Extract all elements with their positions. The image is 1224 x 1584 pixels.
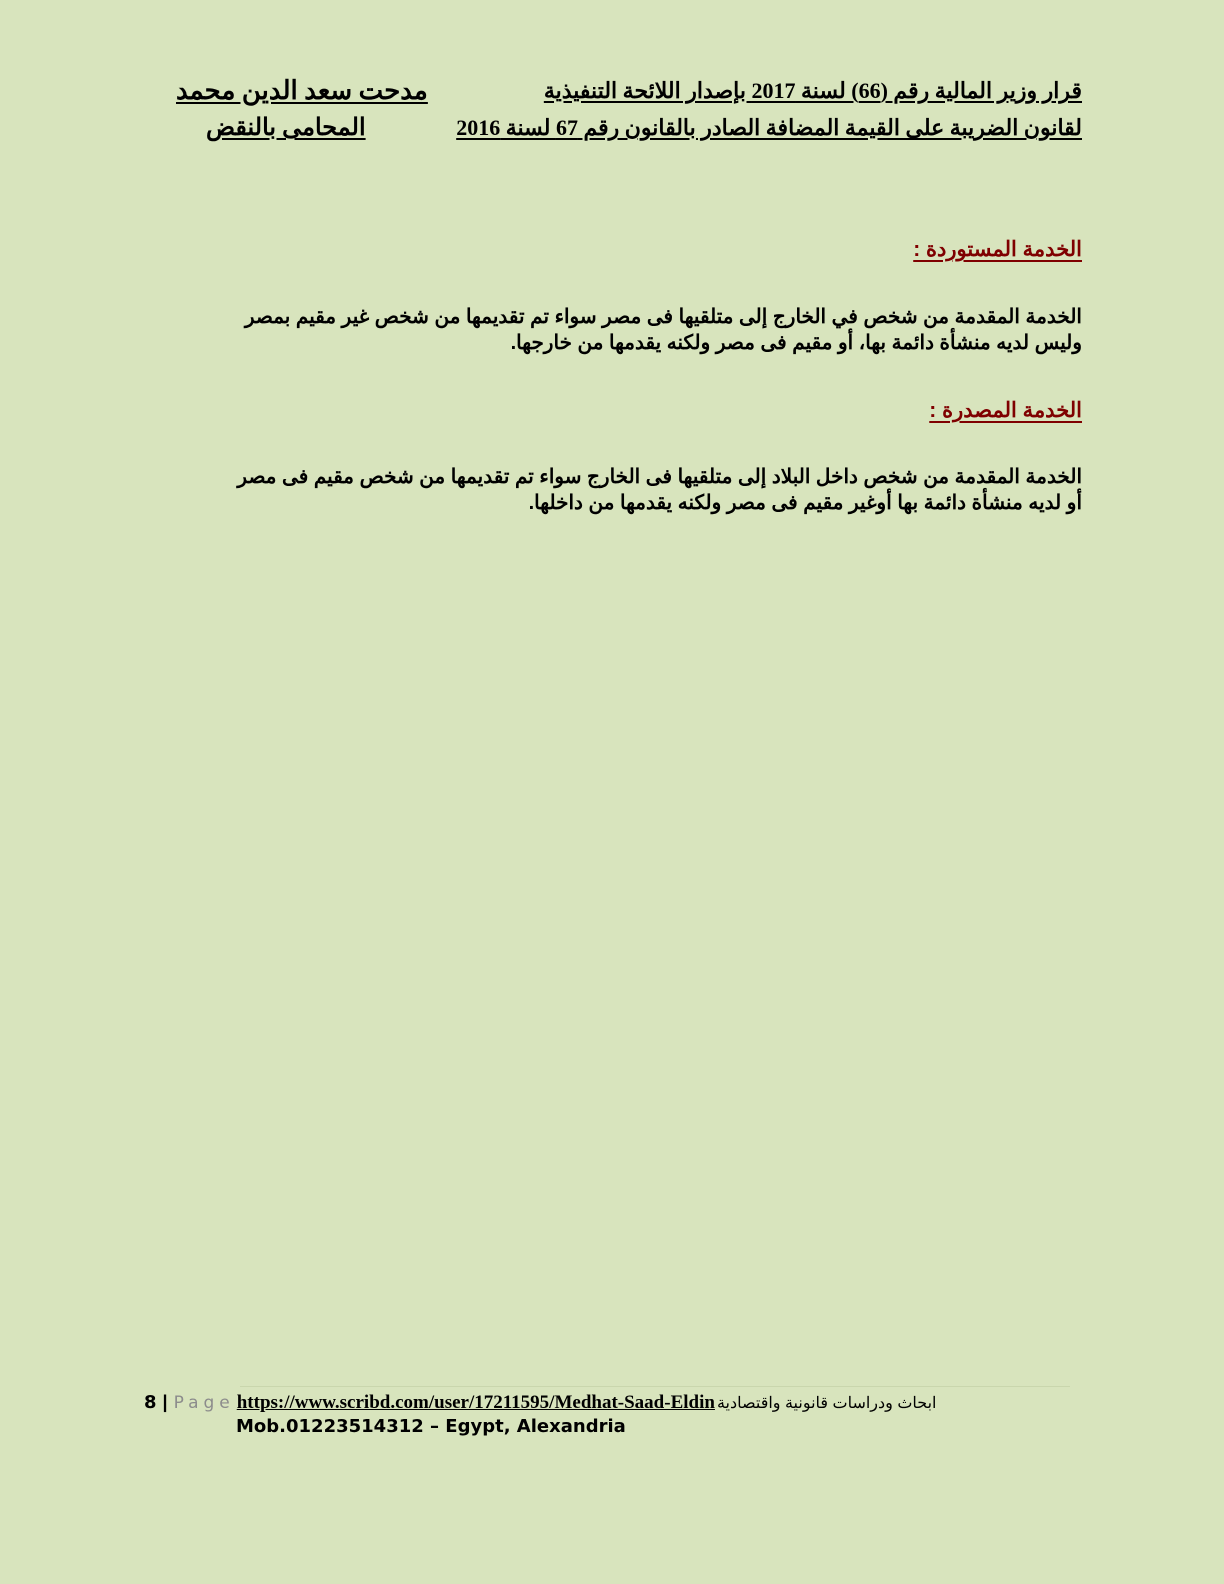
research-label: ابحاث ودراسات قانونية واقتصادية (716, 1395, 937, 1412)
footer-page-line (144, 1390, 936, 1416)
header-author-role: المحامى بالنقض (206, 115, 366, 141)
paragraph-line: الخدمة المقدمة من شخص داخل البلاد إلى متلقيها فى الخارج سواء تم تقديمها من شخص مقيم فى مصر (237, 466, 1082, 488)
exported-service-definition (152, 464, 1082, 516)
scribd-profile-link[interactable]: https://www.scribd.com/user/17211595/Medhat-Saad-Eldin (236, 1392, 715, 1413)
header-title-line-1: قرار وزير المالية رقم (66) لسنة 2017 بإصدار اللائحة التنفيذية (543, 78, 1082, 103)
imported-service-heading: الخدمة المستوردة : (913, 238, 1082, 261)
header-author-name: مدحت سعد الدين محمد (176, 76, 428, 105)
imported-service-definition (152, 304, 1082, 356)
exported-service-heading: الخدمة المصدرة : (929, 399, 1082, 422)
header-title-line-2: لقانون الضريبة على القيمة المضافة الصادر بالقانون رقم 67 لسنة 2016 (456, 115, 1082, 140)
paragraph-line: أو لديه منشأة دائمة بها أوغير مقيم فى مصر ولكنه يقدمها من داخلها. (528, 492, 1082, 514)
footer-contact: Mob.01223514312 – Egypt, Alexandria (236, 1416, 626, 1437)
paragraph-line: الخدمة المقدمة من شخص في الخارج إلى متلقيها فى مصر سواء تم تقديمها من شخص غير مقيم بمصر (244, 306, 1082, 328)
paragraph-line: وليس لديه منشأة دائمة بها، أو مقيم فى مصر ولكنه يقدمها من خارجها. (510, 332, 1082, 354)
page-label: Page (173, 1393, 235, 1413)
footer-divider (240, 1386, 1070, 1387)
page-separator: | (162, 1392, 168, 1412)
page-number: 8 (144, 1392, 157, 1413)
